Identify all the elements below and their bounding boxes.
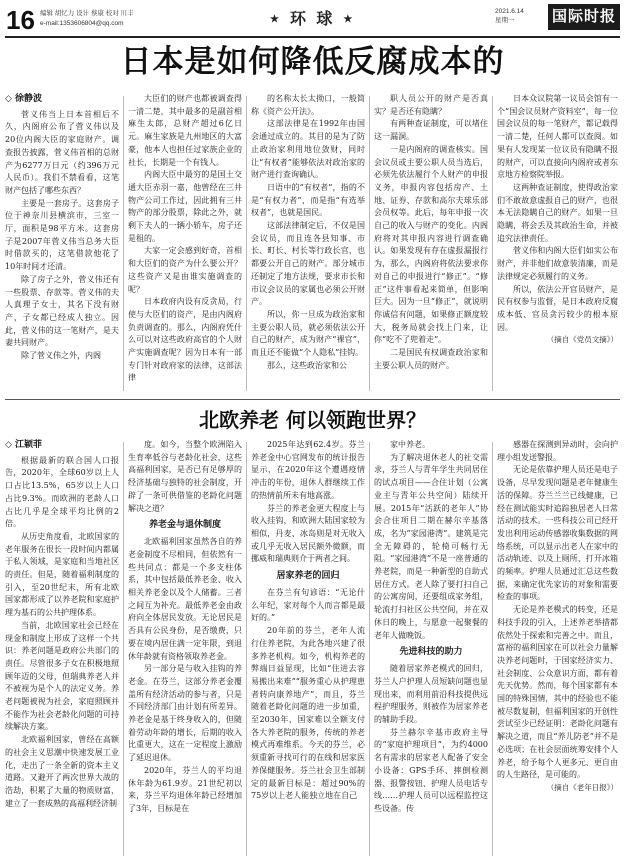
paragraph: 感器在探测到异动时，会向护理小组发送警报。 xyxy=(497,440,618,462)
paragraph: 随着居家养老模式的回归，芬兰人户护理人员短缺问题也显现出来，而利用前沿科技提供远程护理服务，则被作为居家养老的辅助手段。 xyxy=(374,664,488,725)
paragraph: 这部法律制定后，不仅是国会议员，而且连各县知事、市长、町长、村长等行政长官，也都要公开自己的财产。部分城市还制定了地方法规，要求市长和市议会议员的家属也必须公开财产。 xyxy=(251,221,365,307)
editor-email: e-mail:1353606804@qq.com xyxy=(40,20,124,27)
paragraph: 日语中的“有权者”，指的不是“有权力者”，而是指“有选举权者”，也就是国民。 xyxy=(251,182,365,218)
article1-column-4 xyxy=(374,93,488,395)
section-title xyxy=(262,6,363,29)
paragraph: 度。如今，当整个欧洲陷入生育率低谷与老龄化社会，这些高福利国家，是否已有足够厚的经济基础与独特的社会制度，开辟了一条可供借鉴的老龄化问题解决之道？ xyxy=(128,440,242,513)
paragraph: 从历史角度看，北欧国家的老年服务在很长一段时间内都属于私人领域，是家庭和当地社区的责任。但是，随着福利制度的引入，至20世纪末，所有北欧国家都形成了以养老院和家庭护理为基石的公共护理体系。 xyxy=(5,531,119,618)
paragraph: 二是国民有权调查政治家和主要公职人员的财产。 xyxy=(374,348,488,370)
paragraph: 这部法律是在1992年由国会通过成立的。其目的是为了防止政治家利用地位敛财，同时让“有权者”能够依法对政治家的财产进行查询确认。 xyxy=(251,119,365,180)
column-divider xyxy=(246,96,247,391)
paragraph: 芬兰的养老金更大程度上与收入挂钩，和欧洲大陆国家较为相似，丹麦、冰岛则是对无收入或几乎无收入居民额外微额，而挪威和瑞典则介于两者之间。 xyxy=(251,503,365,564)
paragraph: 家中养老。 xyxy=(390,440,430,449)
paragraph: 根据最新的联合国人口报告，2020年，全球60岁以上人口占比13.5%，65岁以上人口占比9.3%。而欧洲的老龄人口占比几乎是全球平均比例的2倍。 xyxy=(5,455,119,529)
paragraph: 内阁大臣中最穷的是国土交通大臣赤羽一嘉，他曾经在三井物产公司工作过，因此拥有三井物产的部分股票，除此之外，就剩下夫人的一辆小轿车，房子还是租的。 xyxy=(128,170,242,243)
paragraph: 北欧福利国家虽然各自的养老金制度不尽相同，但依然有一些共同点：都是一个多支柱体系，其中包括最低养老金、收入相关养老金以及个人储蓄。三者之间互为补充。最低养老金由政府向全体居民发放。无论居民是否具有公民身份，是否缴费，只要在境内居住满一定年限，到退休年龄就有资格领取养老金。 xyxy=(128,537,242,661)
paragraph: 菅义伟和内阁大臣们如实公布财产，并非他们故意装清廉，而是法律规定必须履行的义务。 xyxy=(497,246,618,281)
editor-credits: 编辑 胡忆力 设计 蔡康 校对 川丰 xyxy=(40,10,134,17)
paragraph: 在芬兰有句谚语：“无论什么年纪，家对每个人而言都是最好的。” xyxy=(251,588,365,623)
paragraph: 有两种查证制度，可以堵住这一漏洞。 xyxy=(374,119,488,142)
byline: ◇ 徐静波 xyxy=(5,94,43,104)
paragraph: 芬兰赫尔辛基市政府主导的“家庭护理项目”，为约4000名有需求的居家老人配备了安全小设备：GPS手环、摔倒检测器、报警按钮、护理人员电话专线……护理人员可以远程监控这些设备。传 xyxy=(374,727,488,813)
date-value: 2021.6.14 xyxy=(495,8,524,15)
article2-headline: 北欧养老 何以领跑世界？ xyxy=(199,408,426,432)
article1-headline: 日本是如何降低反腐成本的 xyxy=(120,44,505,80)
header-rule xyxy=(5,36,620,38)
article2-column-2 xyxy=(128,439,242,859)
byline: ◇ 江颖菲 xyxy=(5,440,43,450)
article1-column-1 xyxy=(5,93,119,395)
paragraph: 一是内阁府的调查核实。国会议员或主要公职人员当选后，必须先依法履行个人财产的申报义务，申报内容包括房产、土地、证券、存款和高尔夫球乐部会员权等。此后，每年申报一次自己的收入与财产的变化。内阁府将对其申报内容进行调查确认。如果发现有存在虚报漏报行为，那么，内阁府将依法要求你对自己的申报进行“修正”。“修正”这件事看起来简单，但影响巨大。因为一旦“修正”，就说明你诚信有问题，如果修正额度较大，税务局就会找上门来，让你“吃不了兜着走”。 xyxy=(374,144,488,345)
column-divider xyxy=(369,96,370,391)
paragraph: 日本政府内设有反贪局，行使与大臣们的资产，是由内阁府负责调查的。那么，内阁府凭什么可以对这些政府高官的个人财产实施调查呢？因为日本有一部专门针对政府家的法律，这部法律 xyxy=(128,297,242,383)
paragraph: 为了解决退休老人的社交需求，芬兰人与青年学生共同居住的试点项目——合住计划（公寓业主与青年公共空间）陆续开展。2015年“活跃的老年人”协会合住项目二期在赫尔辛基落成，名为“家园港湾”。建筑是完全无障碍的，轮椅可畅行无阻。“家园港湾”不是一座普通的养老院，而是一种新型的自助式居住方式。老人除了要打扫自己的公寓房间，还要组成家务组，轮流打扫社区公共空间，并在双休日的晚上，与愿意一起聚餐的老年人做晚饭。 xyxy=(374,452,488,640)
paragraph: 除了房子之外，菅义伟还有一些股票、存款等。菅义伟的夫人真理子女士，其名下没有财产，子女都已经成人独立。因此，菅义伟的这一笔财产，是夫妻共同财产。 xyxy=(5,274,119,348)
paragraph: 这两种查证制度，使得政治家们不敢故意虚报自己的财产，也很本无法隐瞒自己的财产。如果一旦隐瞒，将会丢及其政治生命，并被追究法律责任。 xyxy=(497,182,618,243)
paragraph: 所以，依法公开官员财产，是民有权参与监督，是日本政府反腐成本低、官员贪污较少的根本原因。 xyxy=(497,284,618,332)
paragraph: 20年前的芬兰，老年人流行住养老院，为此各地兴建了很多养老机构。如今，机构养老的弊端日益显现，比如“住进去容易搬出来难”“服务重心从护理患者转向康养地产”，而且，芬兰随着老龄化问题的进一步加重，至2030年，国家难以全额支付各大养老院的服务，传统的养老模式再难维系。今天的芬兰，必须重新寻找可行的在线和居家医养保健服务。芬兰社会卫生部制定的最新目标是：超过90%的75岁以上老人能独立地在自己 xyxy=(251,626,365,801)
paragraph: 主要是一套房子。这套房子位于神奈川县横滨市，三室一厅，面积是98平方米。这套房子是2007年菅义伟当总务大臣时借款买的，这笔借款他花了10年时间才还清。 xyxy=(5,198,119,272)
page-header xyxy=(0,0,625,40)
article-source: （摘自《老年日报》） xyxy=(546,782,618,792)
paragraph: 所以，你一旦成为政治家和主要公职人员，就必须依法公开自己的财产，成为财产“裸官”，而且还不能做“个人隐私”挂钩。 xyxy=(251,309,365,358)
paragraph: 2025年达到62.4岁。芬兰养老金中心官网发布的统计报告显示，在2020年这个遭遇疫情冲击的年份，退休人群继续工作的热情前所未有地高涨。 xyxy=(251,440,365,500)
subheading: 居家养老的回归 xyxy=(276,571,340,582)
article1-column-2 xyxy=(128,93,242,395)
column-divider xyxy=(492,96,493,391)
paragraph: 大臣们的财产也都被调查得一清二楚，其中最多的是副首相麻生太郎，总财产超过6亿日元。麻生家族是九州地区的大富豪，他本人也担任过家族企业的社长，长期是一个有钱人。 xyxy=(128,94,242,167)
article2-column-4 xyxy=(374,439,488,859)
paragraph: 菅义伟当上日本首相后不久，内阁府公布了菅义伟以及20位内阁大臣的家庭财产。调查报告披露，菅义伟首相的总财产为6277万日元（约396万元人民币）。我们不禁看看，这笔财产包括了哪些东西？ xyxy=(5,109,119,195)
star-icon: ★ xyxy=(270,14,282,26)
issue-date xyxy=(495,7,524,25)
section-name: 环 球 xyxy=(289,11,336,28)
star-icon: ★ xyxy=(343,14,356,26)
article2-column-3 xyxy=(251,439,365,859)
article-separator xyxy=(5,399,620,400)
paragraph: 的名称太长太拗口，一般简称《资产公开法》。 xyxy=(251,94,365,116)
column-divider xyxy=(123,96,124,391)
paragraph: 2020年，芬兰人的平均退休年龄为61.9岁。21世纪初以来，芬兰平均退休年龄已经增加了3年，目标是在 xyxy=(128,765,242,813)
page-number: 16 xyxy=(6,5,35,35)
subheading: 先进科技的助力 xyxy=(399,647,463,658)
article-source: （摘自《党员文摘》） xyxy=(546,335,618,345)
paragraph: 另一部分是与收入挂钩的养老金。在芬兰，这部分养老金覆盖所有经济活动的参与者，只是不同经济部门由计划有所差异。养老金是基于终身收入的，但随着劳动年龄的增长，后期的收入比重更大，这在一定程度上激励了延迟退休。 xyxy=(128,664,242,763)
newspaper-logo: 国际时报 xyxy=(548,4,620,30)
subheading: 养老金与退休制度 xyxy=(148,520,221,531)
article2-column-5 xyxy=(497,439,618,859)
column-divider xyxy=(492,442,493,856)
column-divider xyxy=(246,442,247,856)
paragraph: 北欧福利国家，曾经在高额的社会主义思潮中快速发展工业化，走出了一条全新的资本主义道路。又避开了两次世界大战的浩劫，积累了大量的物质财富，建立了一套成熟的高福利经济制 xyxy=(5,735,119,808)
paragraph: 大家一定会感到好奇，首相和大臣们的资产为什么要公开？这些资产又是由谁实施调查的呢？ xyxy=(128,246,242,294)
article1-column-5 xyxy=(497,93,618,395)
paragraph: 当前，北欧国家社会已经在现金和制度上形成了这样一个共识：养老问题是政府公共部门的责任。尽管很多子女在积极地照顾年迈的父母，但瑞典养老人并不被视为是个人的法定义务。养老问题被视为社会，家庭照顾并不能作为社会老龄化问题的可持续解决方案。 xyxy=(5,620,119,732)
paragraph: 无论是养老模式的转变，还是科技手段的引入，上述养老举措都依然处于探索和完善之中。而且，富裕的福利国家在可以社会力量解决养老问题时，于国家经济实力、社会制度、公众意识方面，都有着先天优势。然而，每个国家都有本国的特殊国情，其中的经验也不能被尽数复制，但福利国家的开创性尝试至少已经证明：老龄化问题有解决之道，而且“养儿防老”并不是必选项；在社会层面统筹安排个人养老，给予每个人更多元、更自由的人生路径，是可能的。 xyxy=(497,605,618,780)
article1-column-3 xyxy=(251,93,365,395)
paragraph: 无论是依靠护理人员还是电子设备，尽早发现问题是老年健康生活的保障。芬兰兰兰已线健康，已经在测试能实时追踪独居老人日常活动的技术。一些科技公司已经开发出利用运动传感器收集数据的网络系统，可以显示出老人在家中的活动轨迹、以及上厕所、打开冰箱的频率。护理人员通过汇总这些数据，来确定优先家访的对象和需要检查的事项。 xyxy=(497,465,618,602)
column-divider xyxy=(123,442,124,856)
paragraph: 日本众议院第一议员会馆有一个“国会议员财产资料室”，每一位国会议员的每一笔财产，都记载得一清二楚，任何人都可以查阅。如果有人发现某一位议员有隐瞒不报的财产，可以直接向内阁府或者东京地方检察院举报。 xyxy=(497,94,618,180)
article2-column-1 xyxy=(5,439,119,859)
paragraph: 除了菅义伟之外，内阁 xyxy=(21,351,101,361)
weekday: 星期一 xyxy=(495,17,515,24)
paragraph: 那么，这些政治家和公 xyxy=(267,360,347,370)
column-divider xyxy=(369,442,370,856)
paragraph: 职人员公开的财产是否真实？是否还有隐瞒？ xyxy=(374,94,488,116)
